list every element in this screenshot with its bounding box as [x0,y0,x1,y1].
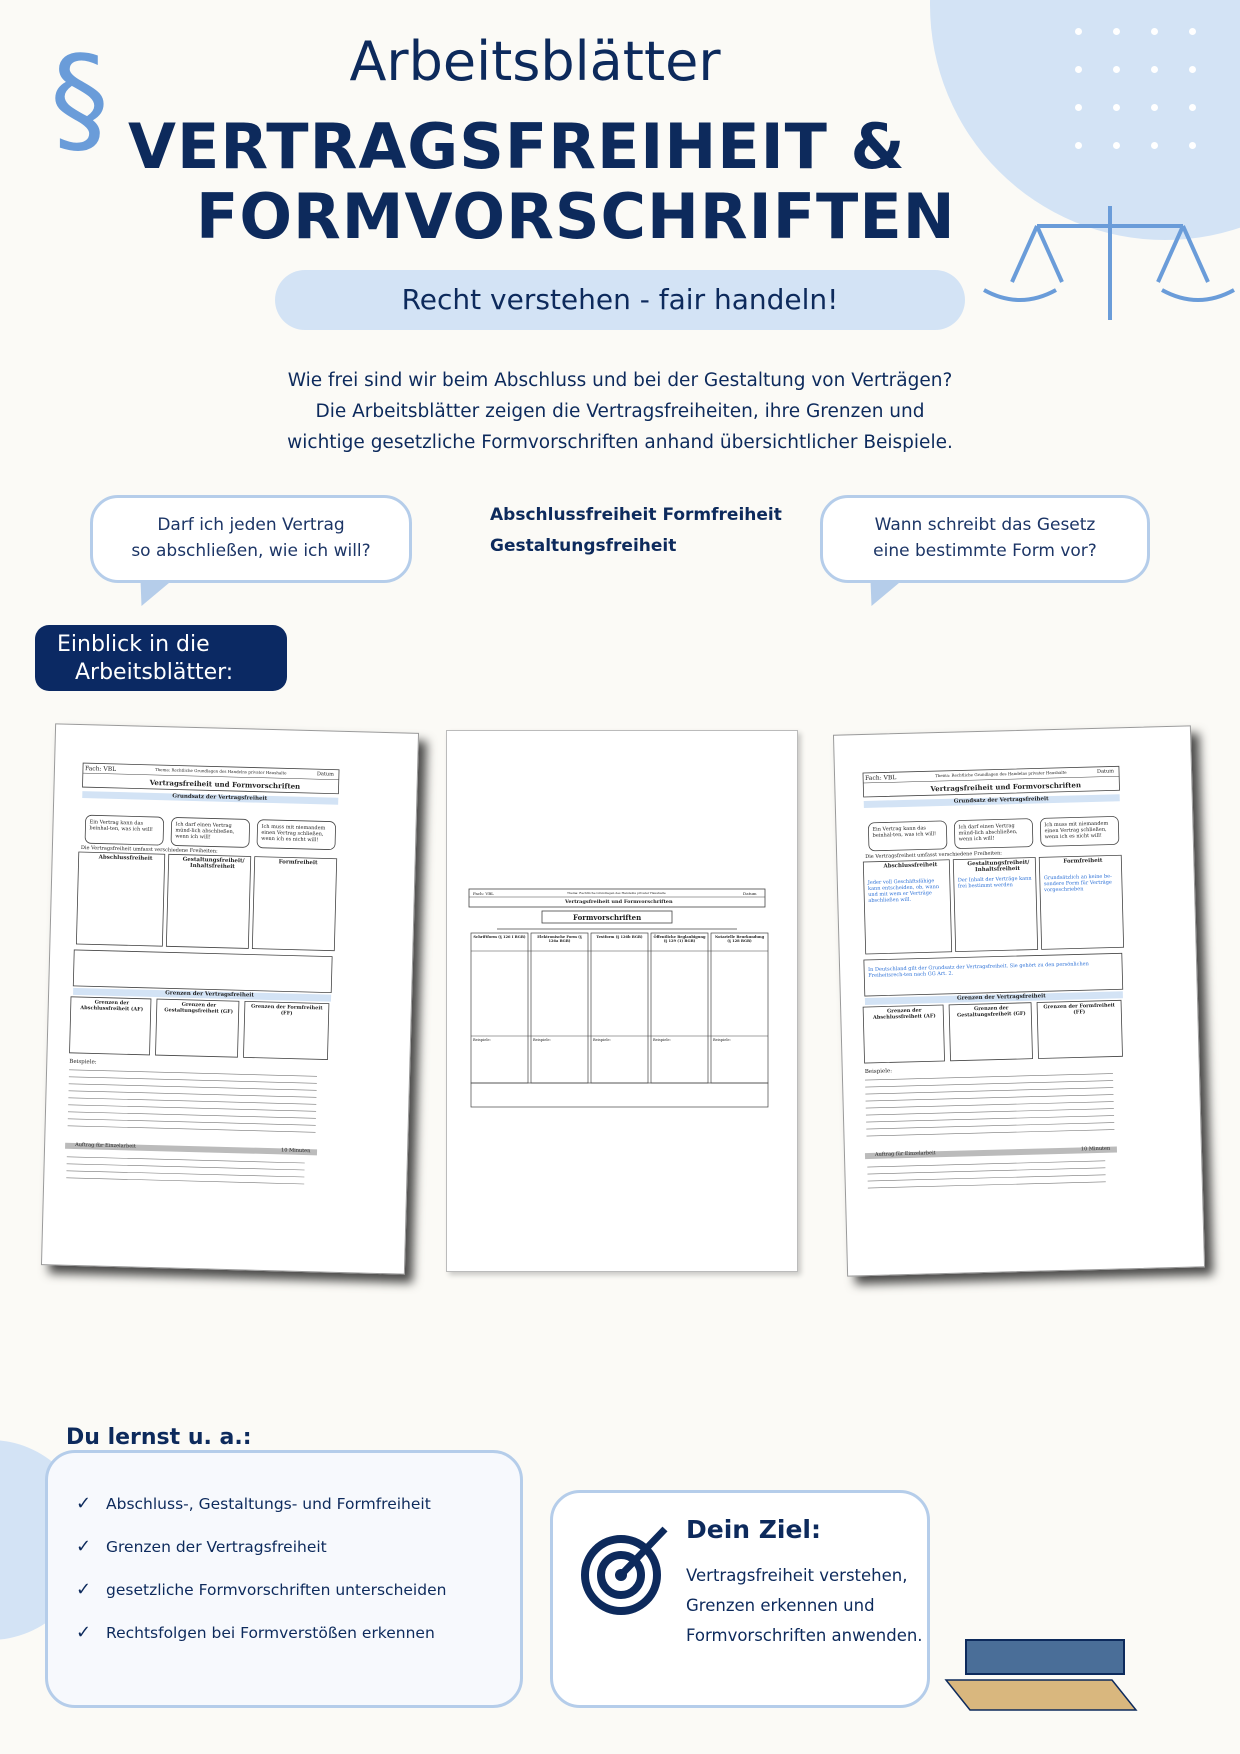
target-icon [577,1519,677,1619]
goal-line-2: Grenzen erkennen und [686,1596,875,1615]
ws2-formvorschriften: Formvorschriften [573,913,642,922]
ws1-col-2: Gestaltungsfreiheit/ Inhaltsfreiheit [182,856,245,871]
ws1-heading: Vertragsfreiheit und Formvorschriften [149,777,301,791]
learn-item: ✓ gesetzliche Formvorschriften unterscheiden [76,1579,447,1600]
bubble-tail [125,580,172,606]
goal-line-3: Formvorschriften anwenden. [686,1626,923,1645]
ws2-f1: Schriftform (§ 126 I BGB) [473,935,526,939]
ws1-g3: Grenzen der Formfreiheit (FF) [250,1003,323,1017]
ws1-bubble-2: Ich darf einen Vertrag münd-lich abschließen, wenn ich will! [175,821,235,841]
ws3-col-2: Gestaltungsfreiheit/ Inhaltsfreiheit [967,859,1030,874]
term-abschlussfreiheit: Abschlussfreiheit [490,505,657,525]
ws1-g1: Grenzen der Abschlussfreiheit (AF) [80,999,144,1013]
goal-title: Dein Ziel: [686,1515,821,1544]
bubble-left-line-1: Darf ich jeden Vertrag [157,515,345,535]
ws3-grundsatz: Grundsatz der Vertragsfreiheit [953,796,1049,805]
check-icon: ✓ [76,1622,92,1643]
learn-title: Du lernst u. a.: [66,1425,252,1450]
ws2-beispiel-5: Beispiele: [713,1038,731,1042]
intro-text [240,365,1000,458]
bubble-left-line-2: so abschließen, wie ich will? [131,541,371,561]
ws2-heading: Vertragsfreiheit und Formvorschriften [565,899,673,905]
ws2-f3: Textform (§ 126b BGB) [596,935,643,939]
ws2-beispiel-4: Beispiele: [653,1038,671,1042]
ws1-thema: Thema: Rechtliche Grundlagen des Handelns privater Haushalte [154,766,287,776]
check-icon: ✓ [76,1493,92,1514]
ws3-g1: Grenzen der Abschlussfreiheit (AF) [872,1007,936,1021]
ws1-grundsatz: Grundsatz der Vertragsfreiheit [172,793,268,802]
ws1-col-1: Abschlussfreiheit [98,854,153,862]
learn-item: ✓ Grenzen der Vertragsfreiheit [76,1536,327,1557]
question-bubble-left [90,495,412,583]
ws2-beispiel-2: Beispiele: [533,1038,551,1042]
ws1-g2: Grenzen der Gestaltungsfreiheit (GF) [164,1001,234,1016]
scale-icon [980,200,1240,325]
ws1-auftrag: Auftrag für Einzelarbeit [75,1141,136,1150]
worksheet-preview-1 [41,723,419,1274]
intro-line-3: wichtige gesetzliche Formvorschriften anhand übersichtlicher Beispiele. [287,432,953,453]
learn-box [45,1450,523,1708]
ws3-beispiele: Beispiele: [864,1068,893,1076]
title-small: Arbeitsblätter [349,30,721,93]
preview-label [35,625,287,691]
bubble-right-line-2: eine bestimmte Form vor? [873,541,1097,561]
ws3-g2: Grenzen der Gestaltungsfreiheit (GF) [956,1005,1026,1019]
ws3-auftrag: Auftrag für Einzelarbeit [874,1150,936,1158]
decor-dot-grid [1075,28,1227,180]
gavel-block-icon [940,1638,1140,1714]
worksheet-preview-3 [833,725,1205,1276]
ws3-minuten: 10 Minuten [1080,1145,1111,1153]
ws2-f2: Elektronische Form (§ 126a BGB) [537,935,582,943]
ws1-umfasst: Die Vertragsfreiheit umfasst verschiedene Freiheiten: [80,845,218,855]
ws2-fach: Fach: VBL [473,891,494,896]
worksheet-preview-2 [446,730,798,1272]
bubble-tail [855,580,902,606]
check-icon: ✓ [76,1579,92,1600]
ws1-col-3: Formfreiheit [278,859,318,867]
worksheet-2-drawing [447,731,797,1271]
ws3-datum: Datum [1096,768,1115,775]
title-line-1: VERTRAGSFREIHEIT & [128,110,906,183]
ws3-solution-1: Jeder voll Geschäftsfähige kann entscheiden, ob, wann und mit wem er Verträge abschließen will. [867,878,940,904]
check-icon: ✓ [76,1536,92,1557]
ws3-bubble-1: Ein Vertrag kann das beinhal-ten, was ich will! [872,825,937,839]
preview-label-line-1: Einblick in die [57,632,210,657]
ws3-umfasst: Die Vertragsfreiheit umfasst verschiedene Freiheiten: [865,850,1003,860]
learn-item: ✓ Rechtsfolgen bei Formverstößen erkennen [76,1622,435,1643]
ws2-f5: Notarielle Beurkundung (§ 128 BGB) [714,935,765,943]
ws1-grenzen: Grenzen der Vertragsfreiheit [165,990,255,999]
intro-line-2: Die Arbeitsblätter zeigen die Vertragsfreiheiten, ihre Grenzen und [315,401,925,422]
ws3-col-3: Formfreiheit [1063,857,1103,865]
goal-line-1: Vertragsfreiheit verstehen, [686,1566,908,1585]
ws3-col-1: Abschlussfreiheit [883,862,938,870]
ws1-beispiele: Beispiele: [69,1058,97,1066]
ws1-bubble-3: Ich muss mit niemandem einen Vertrag schließen, wenn ich es nicht will! [261,823,326,844]
ws1-datum: Datum [316,771,334,778]
bubble-right-line-1: Wann schreibt das Gesetz [874,515,1096,535]
ws3-bubble-2: Ich darf einen Vertrag münd-lich abschließen, wenn ich will! [958,823,1018,843]
ws2-thema: Thema: Rechtliche Grundlagen des Handelns privater Haushalte [567,891,666,895]
preview-label-line-2: Arbeitsblätter: [75,660,234,685]
ws3-heading: Vertragsfreiheit und Formvorschriften [930,780,1082,794]
ws3-solution-2: Der Inhalt der Verträge kann frei bestimmt werden [957,875,1032,890]
goal-text [686,1561,923,1651]
question-bubble-right [820,495,1150,583]
ws1-minuten: 10 Minuten [280,1147,311,1155]
ws1-bubble-1: Ein Vertrag kann das beinhal-ten, was ich will! [89,819,154,833]
term-formfreiheit: Formfreiheit [662,505,782,525]
title-line-2: FORMVORSCHRIFTEN [196,180,956,253]
paragraph-symbol: § [50,30,109,168]
tagline-pill: Recht verstehen - fair handeln! [275,270,965,330]
intro-line-1: Wie frei sind wir beim Abschluss und bei der Gestaltung von Verträgen? [287,370,953,391]
ws2-datum: Datum [743,891,757,896]
page-title [128,112,956,252]
ws2-f4: Öffentliche Beglaubigung (§ 129 (1) BGB) [653,935,706,943]
ws3-solution-3: Grundsätzlich an keine be-sondere Form für Verträge vorgeschrieben [1043,873,1112,894]
ws1-fach: Fach: VBL [84,765,117,773]
ws3-bubble-3: Ich muss mit niemandem einen Vertrag schließen, wenn ich es nicht will! [1044,820,1109,841]
ws2-beispiel-1: Beispiele: [473,1038,491,1042]
learn-item: ✓ Abschluss-, Gestaltungs- und Formfreiheit [76,1493,431,1514]
key-terms [490,500,782,562]
ws3-thema: Thema: Rechtliche Grundlagen des Handelns privater Haushalte [935,769,1067,779]
ws3-grenzen: Grenzen der Vertragsfreiheit [956,993,1046,1002]
ws3-g3: Grenzen der Formfreiheit (FF) [1043,1002,1116,1016]
ws3-fach: Fach: VBL [865,774,897,782]
ws3-solution-4: In Deutschland gilt der Grundsatz der Vertragsfreiheit. Sie gehört zu den persönlichen Freiheitsrech-ten nach GG Art. 2. [868,961,1089,979]
term-gestaltungsfreiheit: Gestaltungsfreiheit [490,536,677,556]
goal-box [550,1490,930,1708]
ws2-beispiel-3: Beispiele: [593,1038,611,1042]
worksheet-3-drawing [834,726,1204,1275]
